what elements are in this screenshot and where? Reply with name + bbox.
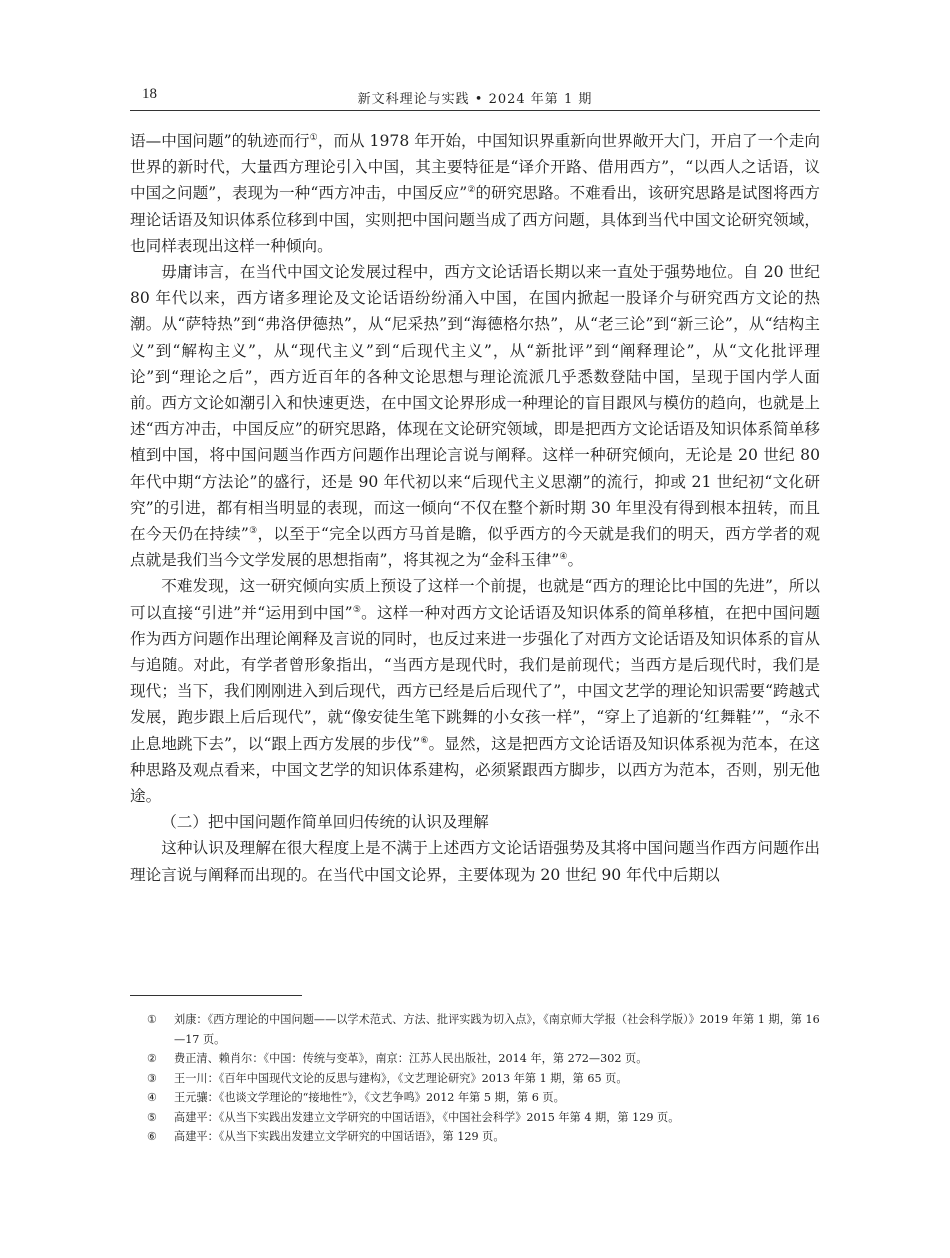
footnote-mark: ① [146,1013,158,1026]
footnote-ref[interactable]: ⑤ [352,604,362,615]
footnote [130,1069,820,1089]
paragraph-list [130,128,820,809]
paragraph-text: ，而从 1978 年开始，中国知识界重新向世界敞开大门，开启了一个走向世界的新时代，大量西方理论引入中国，其主要特征是“译介开路、借用西方”，“以西人之话语，议中国之问题”，表现为一种“西方冲击，中国反应” [130,132,820,203]
paragraph-text: 。这样一种对西方文论话语及知识体系的简单移植，在把中国问题作为西方问题作出理论阐释及言说的同时，也反过来进一步强化了对西方文论话语及知识体系的盲从与追随。对此，有学者曾形象指出，“当西方是现代时，我们是前现代；当西方是后现代时，我们是现代；当下，我们刚刚进入到后现代，西方已经是后后现代了”，中国文艺学的理论知识需要“跨越式发展，跑步跟上后后现代”，就“像安徒生笔下跳舞的小女孩一样”，“穿上了追新的‘红舞鞋’”，“永不止息地跳下去”，以“跟上西方发展的步伐” [130,603,820,753]
page-number: 18 [142,86,157,102]
footnote [130,1127,820,1147]
footnote [130,1010,820,1049]
article-body [130,128,820,888]
footnote-text: 高建平：《从当下实践出发建立文学研究的中国话语》，第 129 页。 [174,1130,505,1143]
footnote [130,1088,820,1108]
paragraph-text: 。显然，这是把西方文论话语及知识体系视为范本，在这种思路及观点看来，中国文艺学的知识体系建构，必须紧跟西方脚步，以西方为范本，否则，别无他途。 [130,734,820,806]
paragraph-text: 不难发现，这一研究倾向实质上预设了这样一个前提，也就是“西方的理论比中国的先进”，所以可以直接“引进”并“运用到中国” [130,577,820,622]
footnote-mark: ④ [146,1091,158,1104]
section-heading: （二）把中国问题作简单回归传统的认识及理解 [161,813,489,832]
footnote-text: 王一川：《百年中国现代文论的反思与建构》，《文艺理论研究》2013 年第 1 期，第 65 页。 [174,1071,628,1085]
footnote-text: 王元骧：《也谈文学理论的“接地性”》，《文艺争鸣》2012 年第 5 期，第 6 页。 [174,1091,565,1104]
running-header [130,86,820,111]
footnote-mark: ⑤ [146,1110,158,1124]
footnote-ref[interactable]: ⑥ [420,735,429,746]
body-paragraph [130,573,820,809]
footnote-mark: ⑥ [146,1130,158,1143]
paragraph-text: 语—中国问题”的轨迹而行 [130,132,310,150]
footnote-text: 刘康：《西方理论的中国问题——以学术范式、方法、批评实践为切入点》，《南京师大学报（社会科学版）》2019 年第 1 期，第 16—17 页。 [174,1013,820,1046]
footnote-text: 费正清、赖肖尔：《中国：传统与变革》，南京：江苏人民出版社，2014 年，第 272—302 页。 [174,1052,648,1065]
footnote-ref[interactable]: ② [467,185,476,196]
journal-title: 新文科理论与实践 • 2024 年第 1 期 [357,92,593,107]
footnote-mark: ② [146,1052,158,1065]
footnote-ref[interactable]: ① [309,132,318,143]
footnotes [130,1010,820,1147]
body-paragraph [130,259,820,573]
footnote-ref[interactable]: ③ [248,525,258,536]
body-paragraph [130,128,820,259]
footnote [130,1049,820,1069]
footnote-mark: ③ [146,1071,158,1085]
footnote-ref[interactable]: ④ [559,552,568,563]
footnote-divider [130,995,302,996]
footnote [130,1108,820,1128]
paragraph-text: 的研究思路。不难看出，该研究思路是试图将西方理论话语及知识体系位移到中国，实则把中国问题当成了西方问题，具体到当代中国文论研究领域，也同样表现出这样一种倾向。 [130,184,820,255]
paragraph-after-heading: 这种认识及理解在很大程度上是不满于上述西方文论话语强势及其将中国问题当作西方问题作出理论言说与阐释而出现的。在当代中国文论界，主要体现为 20 世纪 90 年代中后期以 [130,839,820,884]
paragraph-text: ，以至于“完全以西方马首是瞻，似乎西方的今天就是我们的明天，西方学者的观点就是我们当今文学发展的思想指南”，将其视之为“金科玉律” [130,525,820,570]
footnote-text: 高建平：《从当下实践出发建立文学研究的中国话语》，《中国社会科学》2015 年第 4 期，第 129 页。 [174,1110,680,1124]
paragraph-text: 毋庸讳言，在当代中国文论发展过程中，西方文论话语长期以来一直处于强势地位。自 20 世纪 80 年代以来，西方诸多理论及文论话语纷纷涌入中国，在国内掀起一股译介与研究西方文论的热潮。从“萨特热”到“弗洛伊德热”，从“尼采热”到“海德格尔热”，从“老三论”到“新三论”，从“结构主义”到“解构主义”，从“现代主义”到“后现代主义”，从“新批评”到“阐释理论”，从“文化批评理论”到“理论之后”，西方近百年的各种文论思想与理论流派几乎悉数登陆中国，呈现于国内学人面前。西方文论如潮引入和快速更迭，在中国文论界形成一种理论的盲目跟风与模仿的趋向，也就是上述“西方冲击，中国反应”的研究思路，体现在文论研究领域，即是把西方文论话语及知识体系简单移植到中国，将中国问题当作西方问题作出理论言说与阐释。这样一种研究倾向，无论是 20 世纪 80 年代中期“方法论”的盛行，还是 90 年代初以来“后现代主义思潮”的流行，抑或 21 世纪初“文化研究”的引进，都有相当明显的表现，而这一倾向“不仅在整个新时期 30 年里没有得到根本扭转，而且在今天仍在持续” [130,263,820,544]
paragraph-text: 。 [567,551,584,570]
